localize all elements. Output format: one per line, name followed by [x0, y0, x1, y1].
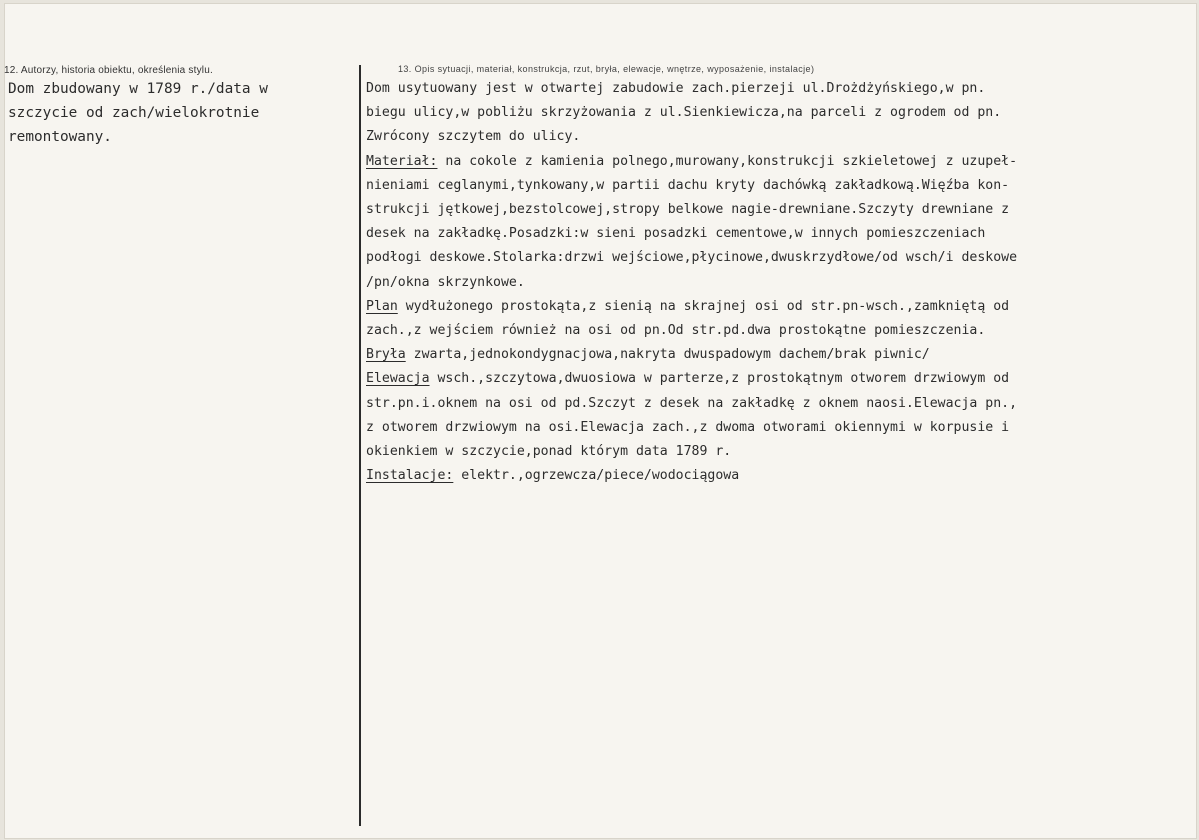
description-section — [366, 64, 1188, 488]
text-line — [366, 271, 1188, 295]
field-text: wsch.,szczytowa,dwuosiowa w parterze,z prostokątnym otworem drzwiowym od — [429, 371, 1010, 387]
field-text: zach.,z wejściem również na osi od pn.Od str.pd.dwa prostokątne pomieszczenia. — [366, 323, 986, 339]
elewacja-label: Elewacja — [366, 371, 430, 387]
text-line — [366, 150, 1188, 174]
text-line — [366, 222, 1188, 246]
text-line — [366, 295, 1188, 319]
field-text: nieniami ceglanymi,tynkowany,w partii dachu kryty dachówką zakładkową.Więźba kon- — [366, 177, 1010, 193]
field-text: na cokole z kamienia polnego,murowany,konstrukcji szkieletowej z uzupeł- — [437, 153, 1018, 169]
plan-label: Plan — [366, 298, 398, 314]
text-line — [366, 392, 1188, 416]
text-line — [366, 174, 1188, 198]
field-text: okienkiem w szczycie,ponad którym data 1789 r. — [366, 444, 732, 460]
field-text: z otworem drzwiowym na osi.Elewacja zach.,z dwoma otworami okiennymi w korpusie i — [366, 419, 1010, 435]
field-text: Dom usytuowany jest w otwartej zabudowie zach.pierzeji ul.Drożdżyńskiego,w pn. — [366, 81, 986, 96]
text-line — [366, 101, 1188, 125]
field-text: desek na zakładkę.Posadzki:w sieni posadzki cementowe,w innych pomieszczeniach — [366, 226, 986, 242]
text-line: szczycie od zach/wielokrotnie — [8, 105, 260, 121]
field-text: wydłużonego prostokąta,z sienią na skrajnej osi od str.pn-wsch.,zamkniętą od — [397, 298, 1010, 314]
section-12-body — [8, 77, 353, 149]
field-text: Zwrócony szczytem do ulicy. — [366, 129, 581, 145]
text-line — [366, 198, 1188, 222]
authors-history-section — [4, 65, 353, 149]
text-line — [366, 319, 1188, 343]
field-text: str.pn.i.oknem na osi od pd.Szczyt z desek na zakładkę z oknem naosi.Elewacja pn., — [366, 395, 1018, 411]
instalacje-label: Instalacje: — [366, 468, 454, 484]
text-line — [366, 440, 1188, 464]
field-text: /pn/okna skrzynkowe. — [366, 274, 525, 290]
text-line — [366, 416, 1188, 440]
text-line: Dom zbudowany w 1789 r./data w — [8, 81, 268, 97]
text-line — [366, 464, 1188, 488]
material-label: Materiał: — [366, 153, 438, 169]
field-text: strukcji jętkowej,bezstolcowej,stropy belkowe nagie-drewniane.Szczyty drewniane z — [366, 202, 1010, 218]
text-line — [366, 246, 1188, 270]
text-line — [366, 367, 1188, 391]
column-divider — [359, 65, 361, 826]
section-13-body — [366, 77, 1188, 488]
text-line — [366, 77, 1188, 101]
text-line — [366, 343, 1188, 367]
section-13-header: 13. Opis sytuacji, materiał, konstrukcja, rzut, bryła, elewacje, wnętrze, wyposażenie, instalacje) — [398, 64, 815, 74]
field-text: biegu ulicy,w pobliżu skrzyżowania z ul.Sienkiewicza,na parceli z ogrodem od pn. — [366, 105, 1002, 121]
text-line — [366, 125, 1188, 149]
field-text: elektr.,ogrzewcza/piece/wodociągowa — [453, 468, 740, 484]
field-text: zwarta,jednokondygnacjowa,nakryta dwuspadowym dachem/brak piwnic/ — [405, 347, 930, 363]
text-line: remontowany. — [8, 129, 112, 145]
section-12-header: 12. Autorzy, historia obiektu, określenia stylu. — [4, 65, 213, 76]
bryla-label: Bryła — [366, 347, 406, 363]
field-text: podłogi deskowe.Stolarka:drzwi wejściowe,płycinowe,dwuskrzydłowe/od wsch/i deskowe — [366, 250, 1018, 266]
